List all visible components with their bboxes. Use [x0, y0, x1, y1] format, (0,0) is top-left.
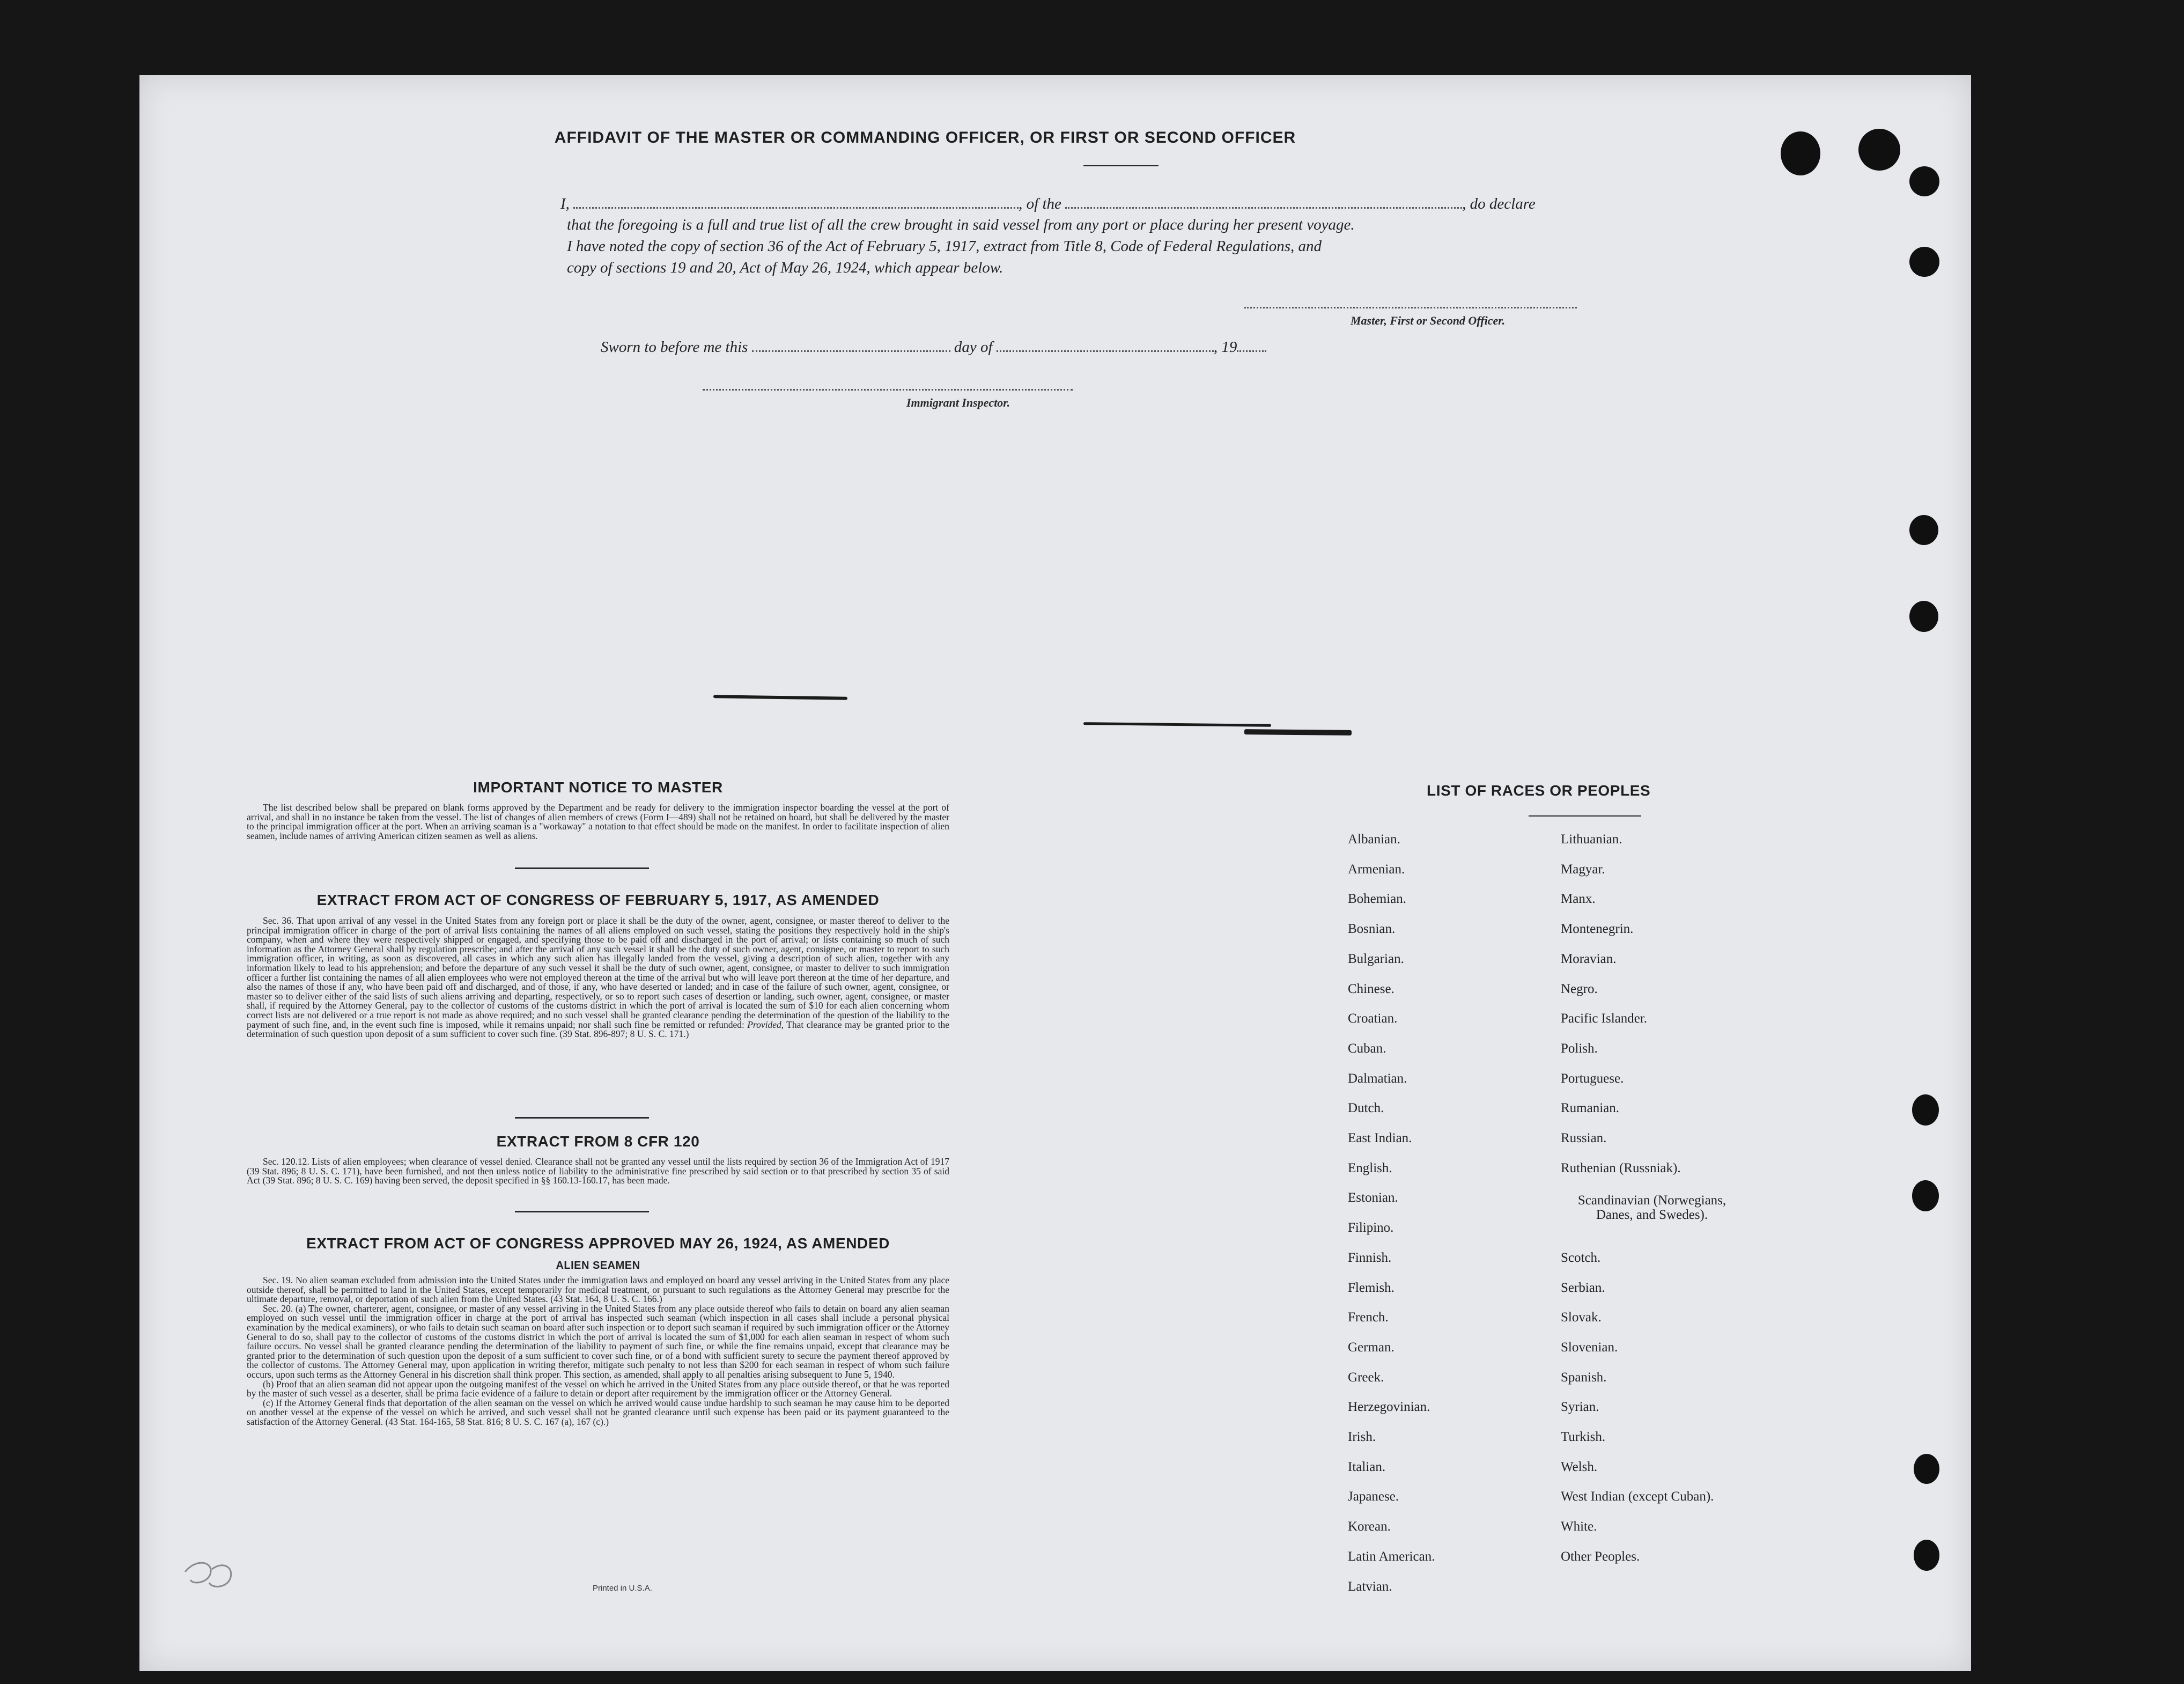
- inspector-signature-line: [703, 389, 1073, 391]
- punch-hole: [1912, 1094, 1939, 1126]
- punch-hole: [1909, 166, 1939, 196]
- race-item: Filipino.: [1348, 1220, 1394, 1235]
- fold-scratch: [1083, 722, 1271, 727]
- race-item: Manx.: [1561, 892, 1596, 906]
- race-item: West Indian (except Cuban).: [1561, 1489, 1714, 1504]
- affidavit-line-1: [560, 192, 1536, 216]
- race-item: Italian.: [1348, 1460, 1386, 1474]
- race-item: German.: [1348, 1340, 1394, 1355]
- race-item: Slovenian.: [1561, 1340, 1618, 1355]
- ink-blot: [1781, 131, 1820, 175]
- extract-1917-body: [247, 916, 949, 1039]
- sworn-day-blank: [752, 335, 950, 352]
- race-item: Scandinavian (Norwegians, Danes, and Swedes).: [1577, 1193, 1726, 1222]
- sec-36-text: That upon arrival of any vessel in the United States from any foreign port or place it shall be the duty of the owner, agent, consignee, or master thereof to deliver to the principal immigration officer in charge of the port of arrival lists containing the names of all aliens employed on such vessel, stating the positions they respectively hold in the ship's company, when and where they were respectively shipped or engaged, and specifying those to be paid off and discharged in the port of arrival; or lists containing so much of such information as the Attorney General shall by regulation prescribe; and after the arrival of any such vessel it shall be the duty of such owner, agent, consignee, or master to report to such immigration officer, in writing, as soon as discovered, all cases in which any such alien has illegally landed from the vessel, giving a description of such alien, together with any information likely to lead to his apprehension; and before the departure of any such vessel it shall be the duty of such owner, agent, consignee, or master to deliver to such immigration officer a further list containing the names of all alien employees who were not employed thereon at the time of the arrival but who will leave port thereon at the time of her departure, and also the names of those if any, who have been paid off and discharged, and of those, if any, who have deserted or landed; and in case of the failure of such owner, agent, consignee, or master so to deliver either of the said lists of such aliens arriving and departing, respectively, or so to report such cases of desertion or landing, such owner, agent, consignee, or master shall, if required by the Attorney General, pay to the collector of customs of the customs district in which the port of arrival is located the sum of $10 for each alien concerning whom correct lists are not delivered or a true report is not made as above required; and no such vessel shall be granted clearance pending the determination of the question of the liability to the payment of such fine, and, in the event such fine is imposed, while it remains unpaid; nor shall such fine be remitted or refunded:: [247, 915, 949, 1030]
- race-item: Lithuanian.: [1561, 832, 1622, 847]
- document-page: [139, 75, 1971, 1671]
- race-item: Estonian.: [1348, 1190, 1398, 1205]
- punch-hole: [1914, 1454, 1939, 1484]
- master-signature-label: Master, First or Second Officer.: [1351, 314, 1506, 327]
- race-item: Slovak.: [1561, 1310, 1602, 1325]
- extract-1917-title: EXTRACT FROM ACT OF CONGRESS OF FEBRUARY 5, 1917, AS AMENDED: [316, 892, 880, 908]
- extract-1924-title: EXTRACT FROM ACT OF CONGRESS APPROVED MAY 26, 1924, AS AMENDED: [306, 1235, 890, 1252]
- extract-cfr-title: EXTRACT FROM 8 CFR 120: [496, 1133, 700, 1150]
- sec-120-label: Sec. 120.12.: [263, 1156, 309, 1167]
- race-item: East Indian.: [1348, 1131, 1412, 1145]
- affidavit-i: I,: [560, 195, 570, 212]
- fold-scratch: [1244, 729, 1352, 736]
- sec-19-label: Sec. 19.: [263, 1275, 293, 1285]
- race-item: English.: [1348, 1161, 1392, 1175]
- sec-20-label: Sec. 20.: [263, 1303, 293, 1314]
- sec-19-text: No alien seaman excluded from admission into the United States under the immigration laws and employed on board any vessel arriving in the United States from any place outside thereof, shall be permitted to land in the United States, except temporarily for medical treatment, or pursuant to such regulations as the Attorney General may prescribe for the ultimate departure, removal, or deportation of such alien from the United States. (43 Stat. 164, 8 U. S. C. 166.): [247, 1275, 949, 1305]
- race-item: Russian.: [1561, 1131, 1607, 1145]
- race-item: Rumanian.: [1561, 1101, 1620, 1115]
- punch-hole: [1909, 601, 1938, 632]
- vessel-blank: [1065, 192, 1462, 209]
- handwritten-mark: [180, 1556, 239, 1593]
- race-item: French.: [1348, 1310, 1389, 1325]
- race-item: Ruthenian (Russniak).: [1561, 1161, 1681, 1175]
- sworn-day-of: day of: [954, 339, 993, 356]
- race-item: Scotch.: [1561, 1251, 1601, 1265]
- race-item: Armenian.: [1348, 862, 1405, 877]
- section-rule: [515, 1211, 649, 1212]
- race-item: Montenegrin.: [1561, 922, 1634, 936]
- race-item: Korean.: [1348, 1519, 1391, 1534]
- sec-36-label: Sec. 36.: [263, 915, 294, 926]
- affidavit-do-declare: , do declare: [1462, 195, 1536, 212]
- extract-1924-body: [247, 1276, 949, 1427]
- race-item: Welsh.: [1561, 1460, 1598, 1474]
- inspector-signature-label: Immigrant Inspector.: [906, 396, 1010, 409]
- race-item: Cuban.: [1348, 1041, 1386, 1056]
- extract-cfr-body: [247, 1157, 949, 1186]
- race-item: Moravian.: [1561, 952, 1617, 966]
- sec-120-text: Lists of alien employees; when clearance of vessel denied. Clearance shall not be granted any vessel until the lists required by section 36 of the Immigration Act of 1917 (39 Stat. 896; 8 U. S. C. 171), have been furnished, and not then unless notice of liability to the administrative fine prescribed by said section or to that prescribed by section 35 of said Act (39 Stat. 896; 8 U. S. C. 169) having been served, the deposit specified in §§ 160.13-160.17, has been made.: [247, 1156, 949, 1186]
- race-item: Magyar.: [1561, 862, 1605, 877]
- race-item: Syrian.: [1561, 1400, 1599, 1414]
- race-item: Irish.: [1348, 1430, 1376, 1444]
- race-item: Dutch.: [1348, 1101, 1384, 1115]
- ink-blot: [1858, 129, 1900, 171]
- race-item: Japanese.: [1348, 1489, 1399, 1504]
- race-item: Serbian.: [1561, 1281, 1605, 1295]
- affidavit-of-the: , of the: [1019, 195, 1061, 212]
- notice-title: IMPORTANT NOTICE TO MASTER: [473, 779, 723, 796]
- race-item: Latvian.: [1348, 1579, 1392, 1594]
- race-item: Other Peoples.: [1561, 1549, 1640, 1564]
- sworn-year-blank: [1237, 335, 1266, 352]
- name-blank: [573, 192, 1019, 209]
- punch-hole: [1909, 515, 1938, 545]
- races-rule: [1529, 815, 1641, 817]
- race-item: Albanian.: [1348, 832, 1400, 847]
- race-item: Pacific Islander.: [1561, 1011, 1648, 1026]
- race-item: Bulgarian.: [1348, 952, 1404, 966]
- race-item: Portuguese.: [1561, 1071, 1624, 1086]
- title-rule: [1083, 165, 1159, 166]
- race-item: Bosnian.: [1348, 922, 1396, 936]
- punch-hole: [1912, 1180, 1939, 1211]
- alien-seamen-subtitle: ALIEN SEAMEN: [556, 1260, 640, 1271]
- proviso-word: Provided,: [747, 1019, 784, 1030]
- notice-body: [247, 803, 949, 841]
- section-rule: [515, 1117, 649, 1119]
- races-title: LIST OF RACES OR PEOPLES: [1427, 782, 1651, 799]
- printed-in-usa: Printed in U.S.A.: [593, 1584, 652, 1593]
- affidavit-line-2: that the foregoing is a full and true list of all the crew brought in said vessel from any port or place during her present voyage.: [567, 216, 1355, 233]
- race-item: White.: [1561, 1519, 1597, 1534]
- affidavit-title: AFFIDAVIT OF THE MASTER OR COMMANDING OFFICER, OR FIRST OR SECOND OFFICER: [554, 129, 1296, 146]
- race-item: Herzegovinian.: [1348, 1400, 1430, 1414]
- sworn-prefix: Sworn to before me this: [601, 339, 748, 356]
- race-item: Negro.: [1561, 982, 1598, 996]
- race-item: Finnish.: [1348, 1251, 1392, 1265]
- race-item: Turkish.: [1561, 1430, 1606, 1444]
- race-item: Greek.: [1348, 1370, 1384, 1385]
- sec-20-b: (b) Proof that an alien seaman did not appear upon the outgoing manifest of the vessel on which he arrived in the United States from any place outside thereof, or that he was reported by the master of such vessel as a deserter, shall be prima facie evidence of a failure to detain or deport after requirement by the immigration officer or the Attorney General.: [247, 1378, 949, 1399]
- sec-20-c: (c) If the Attorney General finds that deportation of the alien seaman on the vessel on which he arrived would cause undue hardship to such seaman he may cause him to be deported on another vessel at the expense of the vessel on which he arrived, and such vessel shall not be granted clearance until such expense has been paid or its payment guaranteed to the satisfaction of the Attorney General. (43 Stat. 164-165, 58 Stat. 816; 8 U. S. C. 167 (a), 167 (c).): [247, 1397, 949, 1427]
- section-rule: [515, 867, 649, 869]
- punch-hole: [1914, 1540, 1939, 1571]
- race-item: Polish.: [1561, 1041, 1598, 1056]
- race-item: Spanish.: [1561, 1370, 1607, 1385]
- sec-36-end: That clearance may be granted prior to the determination of such question upon deposit of a sum sufficient to cover such fine. (39 Stat. 896-897; 8 U. S. C. 171.): [247, 1019, 950, 1040]
- notice-paragraph: The list described below shall be prepared on blank forms approved by the Department and be ready for delivery to the immigration inspector boarding the vessel at the port of arrival, and shall in no instance be taken from the vessel. The list of changes of alien members of crews (Form I—489) shall not be retained on board, but shall be delivered by the master to the principal immigration officer at the port. When an arriving seaman is a "workaway" a notation to that effect should be made on the manifest. In order to facilitate inspection of alien seamen, include names of arriving American citizen seamen as well as aliens.: [247, 802, 949, 841]
- master-signature-line: [1244, 307, 1577, 308]
- sworn-year: , 19: [1213, 339, 1237, 356]
- race-item: Chinese.: [1348, 982, 1394, 996]
- sworn-month-blank: [997, 335, 1214, 352]
- race-item: Croatian.: [1348, 1011, 1398, 1026]
- race-item: Flemish.: [1348, 1281, 1394, 1295]
- sec-20-text: (a) The owner, charterer, agent, consignee, or master of any vessel arriving in the United States from any place outside thereof who fails to detain on board any alien seaman employed on such vessel until the immigration officer in charge at the port of arrival has inspected such seaman (which inspection in all cases shall include a personal physical examination by the medical examiners), or who fails to detain such seaman on board after such inspection or to deport such seaman if required by such immigration officer or the Attorney General to do so, shall pay to the collector of customs of the customs district in which the port of arrival is located the sum of $1,000 for each alien seaman in respect of whom such failure occurs. No vessel shall be granted clearance pending the determination of the liability to payment of such fine, or while the fine remains unpaid, except that clearance may be granted prior to the determination of such question upon the deposit of a sum sufficient to cover such fine, or of a bond with sufficient surety to secure the payment thereof approved by the collector of customs. The Attorney General may, upon application in writing therefor, mitigate such penalty to not less than $200 for each seaman in respect of whom such failure occurs, upon such terms as the Attorney General in his discretion shall think proper. This section, as amended, shall apply to all penalties arising subsequent to June 5, 1940.: [247, 1303, 949, 1380]
- race-item: Latin American.: [1348, 1549, 1435, 1564]
- affidavit-line-3: I have noted the copy of section 36 of the Act of February 5, 1917, extract from Title 8, Code of Federal Regulations, and: [567, 238, 1322, 255]
- affidavit-line-4: copy of sections 19 and 20, Act of May 26, 1924, which appear below.: [567, 259, 1004, 276]
- fold-scratch: [713, 695, 847, 700]
- race-item: Dalmatian.: [1348, 1071, 1407, 1086]
- sworn-line: [601, 335, 1266, 359]
- race-item: Bohemian.: [1348, 892, 1407, 906]
- punch-hole: [1909, 247, 1939, 277]
